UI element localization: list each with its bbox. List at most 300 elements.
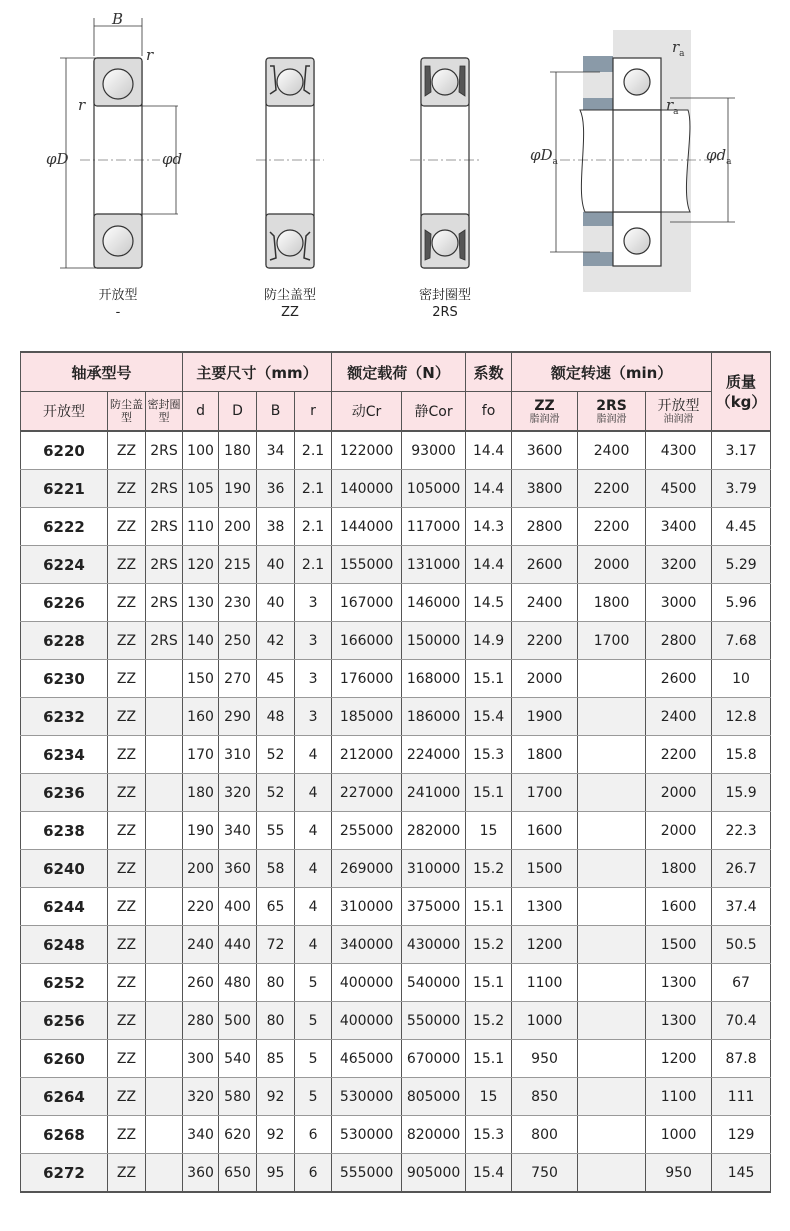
cell-model: 6260 <box>21 1040 108 1078</box>
cell-model: 6232 <box>21 698 108 736</box>
cell-d: 360 <box>183 1154 219 1193</box>
cell-r: 3 <box>295 584 332 622</box>
header-open-speed-text: 开放型 <box>657 397 700 414</box>
cell-D: 215 <box>219 546 257 584</box>
cell-cr: 555000 <box>332 1154 402 1193</box>
cell-fo: 15.1 <box>466 1040 512 1078</box>
cell-weight: 50.5 <box>712 926 771 964</box>
cell-weight: 67 <box>712 964 771 1002</box>
cell-speed-open: 1300 <box>646 964 712 1002</box>
cell-r: 6 <box>295 1154 332 1193</box>
cell-dust: ZZ <box>108 622 146 660</box>
cell-D: 200 <box>219 508 257 546</box>
cell-d: 110 <box>183 508 219 546</box>
cell-speed-zz: 1000 <box>512 1002 578 1040</box>
cell-cr: 310000 <box>332 888 402 926</box>
cell-speed-open: 1200 <box>646 1040 712 1078</box>
cell-model: 6226 <box>21 584 108 622</box>
cell-speed-zz: 1200 <box>512 926 578 964</box>
cell-seal <box>146 1040 183 1078</box>
cell-dust: ZZ <box>108 698 146 736</box>
cell-cr: 255000 <box>332 812 402 850</box>
cell-r: 3 <box>295 622 332 660</box>
cell-cr: 122000 <box>332 431 402 470</box>
cell-B: 85 <box>257 1040 295 1078</box>
cell-speed-zz: 850 <box>512 1078 578 1116</box>
cell-B: 52 <box>257 736 295 774</box>
cell-r: 4 <box>295 926 332 964</box>
cell-weight: 26.7 <box>712 850 771 888</box>
dim-b-label: B <box>112 10 124 28</box>
zz-bearing-drawing <box>256 58 324 268</box>
cell-fo: 14.5 <box>466 584 512 622</box>
cell-dust: ZZ <box>108 470 146 508</box>
table-row <box>21 698 771 736</box>
cell-speed-open: 3200 <box>646 546 712 584</box>
cell-speed-rs <box>578 698 646 736</box>
header-open-speed-sub: 油润滑 <box>663 413 694 425</box>
cell-cr: 340000 <box>332 926 402 964</box>
dim-phi-da-text: φd <box>706 146 727 164</box>
cell-r: 2.1 <box>295 431 332 470</box>
cell-B: 80 <box>257 964 295 1002</box>
cell-dust: ZZ <box>108 1078 146 1116</box>
cell-seal <box>146 1078 183 1116</box>
open-type-label: 开放型 <box>98 288 138 303</box>
cell-r: 4 <box>295 850 332 888</box>
cell-cr: 227000 <box>332 774 402 812</box>
cell-weight: 3.17 <box>712 431 771 470</box>
cell-cor: 805000 <box>402 1078 466 1116</box>
cell-cor: 905000 <box>402 1154 466 1193</box>
cell-d: 120 <box>183 546 219 584</box>
cell-fo: 14.9 <box>466 622 512 660</box>
cell-cor: 540000 <box>402 964 466 1002</box>
cell-cor: 430000 <box>402 926 466 964</box>
cell-B: 36 <box>257 470 295 508</box>
cell-weight: 111 <box>712 1078 771 1116</box>
header-dims: 主要尺寸（mm） <box>183 352 332 392</box>
cell-seal: 2RS <box>146 546 183 584</box>
dim-phi-Da-sub: a <box>552 157 558 167</box>
cell-dust: ZZ <box>108 964 146 1002</box>
cell-seal: 2RS <box>146 584 183 622</box>
header-dust <box>108 392 146 432</box>
header-cor: 静Cor <box>402 392 466 432</box>
table-row <box>21 470 771 508</box>
dim-ra-top-text: r <box>672 38 680 56</box>
cell-D: 290 <box>219 698 257 736</box>
dim-phi-D-label: φD <box>46 150 69 168</box>
cell-speed-rs: 2200 <box>578 470 646 508</box>
cell-weight: 3.79 <box>712 470 771 508</box>
cell-B: 45 <box>257 660 295 698</box>
cell-d: 260 <box>183 964 219 1002</box>
cell-dust: ZZ <box>108 508 146 546</box>
cell-D: 580 <box>219 1078 257 1116</box>
cell-cr: 155000 <box>332 546 402 584</box>
dim-phi-Da-text: φD <box>530 146 553 164</box>
cell-model: 6268 <box>21 1116 108 1154</box>
cell-B: 48 <box>257 698 295 736</box>
cell-seal <box>146 850 183 888</box>
cell-speed-zz: 2600 <box>512 546 578 584</box>
cell-dust: ZZ <box>108 1002 146 1040</box>
header-seal-text: 密封圈型 <box>147 398 181 424</box>
cell-D: 310 <box>219 736 257 774</box>
cell-weight: 12.8 <box>712 698 771 736</box>
cell-cor: 550000 <box>402 1002 466 1040</box>
cell-weight: 4.45 <box>712 508 771 546</box>
cell-fo: 15.4 <box>466 698 512 736</box>
cell-fo: 15.3 <box>466 736 512 774</box>
cell-fo: 15.2 <box>466 850 512 888</box>
cell-D: 230 <box>219 584 257 622</box>
cell-dust: ZZ <box>108 774 146 812</box>
cell-speed-rs <box>578 888 646 926</box>
cell-cr: 400000 <box>332 964 402 1002</box>
cell-dust: ZZ <box>108 736 146 774</box>
cell-D: 500 <box>219 1002 257 1040</box>
cell-dust: ZZ <box>108 888 146 926</box>
cell-seal: 2RS <box>146 470 183 508</box>
cell-D: 190 <box>219 470 257 508</box>
cell-speed-open: 1600 <box>646 888 712 926</box>
cell-model: 6240 <box>21 850 108 888</box>
cell-cr: 144000 <box>332 508 402 546</box>
cell-d: 160 <box>183 698 219 736</box>
cell-D: 250 <box>219 622 257 660</box>
cell-speed-zz: 1600 <box>512 812 578 850</box>
cell-cr: 212000 <box>332 736 402 774</box>
cell-weight: 145 <box>712 1154 771 1193</box>
cell-cr: 530000 <box>332 1078 402 1116</box>
cell-B: 80 <box>257 1002 295 1040</box>
cell-fo: 15.1 <box>466 964 512 1002</box>
cell-model: 6244 <box>21 888 108 926</box>
cell-model: 6221 <box>21 470 108 508</box>
cell-seal <box>146 1154 183 1193</box>
cell-fo: 15.1 <box>466 660 512 698</box>
cell-weight: 87.8 <box>712 1040 771 1078</box>
cell-speed-rs: 2000 <box>578 546 646 584</box>
table-row <box>21 1116 771 1154</box>
cell-dust: ZZ <box>108 584 146 622</box>
cell-model: 6234 <box>21 736 108 774</box>
cell-D: 270 <box>219 660 257 698</box>
cell-D: 320 <box>219 774 257 812</box>
cell-speed-open: 4500 <box>646 470 712 508</box>
cell-dust: ZZ <box>108 1040 146 1078</box>
cell-speed-zz: 2800 <box>512 508 578 546</box>
cell-weight: 70.4 <box>712 1002 771 1040</box>
header-load: 额定载荷（N） <box>332 352 466 392</box>
cell-cor: 670000 <box>402 1040 466 1078</box>
header-d: d <box>183 392 219 432</box>
cell-speed-open: 2000 <box>646 774 712 812</box>
cell-seal <box>146 736 183 774</box>
cell-cor: 150000 <box>402 622 466 660</box>
cell-B: 95 <box>257 1154 295 1193</box>
cell-cor: 310000 <box>402 850 466 888</box>
table-row <box>21 774 771 812</box>
cell-model: 6248 <box>21 926 108 964</box>
cell-model: 6224 <box>21 546 108 584</box>
cell-fo: 15.2 <box>466 926 512 964</box>
cell-cr: 400000 <box>332 1002 402 1040</box>
cell-seal <box>146 1002 183 1040</box>
cell-B: 40 <box>257 546 295 584</box>
cell-r: 6 <box>295 1116 332 1154</box>
header-rs-speed-text: 2RS <box>596 397 627 414</box>
cell-B: 42 <box>257 622 295 660</box>
cell-weight: 15.9 <box>712 774 771 812</box>
table-row <box>21 1154 771 1193</box>
open-bearing-drawing <box>60 18 178 268</box>
cell-cor: 93000 <box>402 431 466 470</box>
dim-r-outer-label: r <box>146 46 154 64</box>
dim-r-inner-label: r <box>78 96 86 114</box>
cell-speed-rs: 1700 <box>578 622 646 660</box>
cell-dust: ZZ <box>108 850 146 888</box>
cell-d: 130 <box>183 584 219 622</box>
cell-B: 55 <box>257 812 295 850</box>
cell-weight: 5.29 <box>712 546 771 584</box>
cell-speed-rs: 2400 <box>578 431 646 470</box>
cell-speed-zz: 1100 <box>512 964 578 1002</box>
cell-cor: 105000 <box>402 470 466 508</box>
header-zz-speed <box>512 392 578 432</box>
cell-dust: ZZ <box>108 1116 146 1154</box>
cell-B: 40 <box>257 584 295 622</box>
cell-speed-open: 1800 <box>646 850 712 888</box>
cell-dust: ZZ <box>108 926 146 964</box>
cell-speed-open: 950 <box>646 1154 712 1193</box>
cell-cor: 117000 <box>402 508 466 546</box>
cell-cor: 224000 <box>402 736 466 774</box>
table-row <box>21 584 771 622</box>
dim-phi-da-label <box>706 146 731 167</box>
header-weight: 质量（kg） <box>712 352 771 431</box>
cell-seal <box>146 698 183 736</box>
dim-ra-top-label <box>672 38 685 59</box>
cell-model: 6230 <box>21 660 108 698</box>
cell-speed-open: 2200 <box>646 736 712 774</box>
open-type-code: - <box>115 305 121 320</box>
cell-r: 5 <box>295 964 332 1002</box>
cell-speed-zz: 3600 <box>512 431 578 470</box>
cell-fo: 14.3 <box>466 508 512 546</box>
cell-cr: 465000 <box>332 1040 402 1078</box>
header-cr: 动Cr <box>332 392 402 432</box>
table-row <box>21 1078 771 1116</box>
cell-speed-rs <box>578 774 646 812</box>
cell-r: 2.1 <box>295 546 332 584</box>
cell-d: 140 <box>183 622 219 660</box>
cell-seal <box>146 812 183 850</box>
cell-speed-rs <box>578 736 646 774</box>
cell-d: 190 <box>183 812 219 850</box>
cell-D: 480 <box>219 964 257 1002</box>
table-body <box>21 431 771 1192</box>
cell-r: 4 <box>295 736 332 774</box>
cell-d: 280 <box>183 1002 219 1040</box>
cell-seal <box>146 774 183 812</box>
table-row <box>21 736 771 774</box>
cell-fo: 14.4 <box>466 431 512 470</box>
dim-ra-top-sub: a <box>679 49 685 59</box>
cell-fo: 15.3 <box>466 1116 512 1154</box>
cell-seal: 2RS <box>146 431 183 470</box>
cell-r: 5 <box>295 1002 332 1040</box>
rs-type-label: 密封圈型 <box>418 288 471 303</box>
cell-B: 58 <box>257 850 295 888</box>
table-row <box>21 508 771 546</box>
cell-fo: 15.1 <box>466 888 512 926</box>
cell-D: 540 <box>219 1040 257 1078</box>
cell-model: 6272 <box>21 1154 108 1193</box>
header-fo: fo <box>466 392 512 432</box>
cell-speed-rs <box>578 1040 646 1078</box>
header-zz-speed-sub: 脂润滑 <box>529 413 560 425</box>
cell-r: 4 <box>295 888 332 926</box>
cell-r: 2.1 <box>295 470 332 508</box>
cell-speed-open: 1000 <box>646 1116 712 1154</box>
cell-B: 52 <box>257 774 295 812</box>
cell-r: 4 <box>295 812 332 850</box>
cell-speed-rs <box>578 926 646 964</box>
cell-B: 72 <box>257 926 295 964</box>
header-seal <box>146 392 183 432</box>
cell-speed-rs <box>578 660 646 698</box>
header-open: 开放型 <box>21 392 108 432</box>
table-row <box>21 812 771 850</box>
cell-cor: 241000 <box>402 774 466 812</box>
cell-speed-rs <box>578 812 646 850</box>
cell-weight: 15.8 <box>712 736 771 774</box>
dim-phi-da-sub: a <box>726 157 732 167</box>
cell-r: 3 <box>295 660 332 698</box>
cell-weight: 22.3 <box>712 812 771 850</box>
header-zz-speed-text: ZZ <box>534 397 555 414</box>
header-r: r <box>295 392 332 432</box>
table-row <box>21 888 771 926</box>
cell-speed-zz: 800 <box>512 1116 578 1154</box>
cell-cor: 282000 <box>402 812 466 850</box>
cell-r: 3 <box>295 698 332 736</box>
cell-B: 92 <box>257 1078 295 1116</box>
rs-bearing-drawing <box>410 58 480 268</box>
cell-model: 6264 <box>21 1078 108 1116</box>
cell-speed-rs: 1800 <box>578 584 646 622</box>
table-row <box>21 964 771 1002</box>
cell-d: 150 <box>183 660 219 698</box>
cell-model: 6222 <box>21 508 108 546</box>
cell-d: 105 <box>183 470 219 508</box>
header-model: 轴承型号 <box>21 352 183 392</box>
cell-fo: 15 <box>466 812 512 850</box>
dim-phi-Da-label <box>530 146 558 167</box>
cell-d: 320 <box>183 1078 219 1116</box>
cell-r: 4 <box>295 774 332 812</box>
cell-cor: 146000 <box>402 584 466 622</box>
cell-speed-zz: 750 <box>512 1154 578 1193</box>
cell-d: 180 <box>183 774 219 812</box>
cell-dust: ZZ <box>108 1154 146 1193</box>
cell-cr: 530000 <box>332 1116 402 1154</box>
cell-d: 340 <box>183 1116 219 1154</box>
cell-speed-open: 1300 <box>646 1002 712 1040</box>
cell-dust: ZZ <box>108 431 146 470</box>
cell-weight: 5.96 <box>712 584 771 622</box>
cell-fo: 15.2 <box>466 1002 512 1040</box>
cell-D: 360 <box>219 850 257 888</box>
header-open-speed <box>646 392 712 432</box>
cell-cr: 185000 <box>332 698 402 736</box>
bearing-spec-table <box>20 351 771 1193</box>
cell-speed-rs <box>578 964 646 1002</box>
table-row <box>21 926 771 964</box>
cell-D: 650 <box>219 1154 257 1193</box>
cell-d: 100 <box>183 431 219 470</box>
cell-fo: 15.1 <box>466 774 512 812</box>
dim-ra-bottom-text: r <box>666 96 674 114</box>
cell-cr: 269000 <box>332 850 402 888</box>
header-rs-speed <box>578 392 646 432</box>
cell-seal <box>146 660 183 698</box>
cell-speed-rs <box>578 1002 646 1040</box>
cell-speed-zz: 1900 <box>512 698 578 736</box>
cell-D: 400 <box>219 888 257 926</box>
cell-cor: 131000 <box>402 546 466 584</box>
cell-cor: 820000 <box>402 1116 466 1154</box>
header-D: D <box>219 392 257 432</box>
bearing-diagrams <box>0 0 790 340</box>
cell-r: 5 <box>295 1078 332 1116</box>
header-coef: 系数 <box>466 352 512 392</box>
cell-speed-open: 4300 <box>646 431 712 470</box>
cell-weight: 129 <box>712 1116 771 1154</box>
cell-speed-open: 2800 <box>646 622 712 660</box>
cell-dust: ZZ <box>108 660 146 698</box>
cell-model: 6252 <box>21 964 108 1002</box>
cell-speed-zz: 1300 <box>512 888 578 926</box>
cell-speed-open: 3400 <box>646 508 712 546</box>
cell-seal <box>146 964 183 1002</box>
cell-model: 6220 <box>21 431 108 470</box>
cell-D: 620 <box>219 1116 257 1154</box>
cell-cr: 167000 <box>332 584 402 622</box>
cell-d: 170 <box>183 736 219 774</box>
cell-D: 340 <box>219 812 257 850</box>
table-row <box>21 1002 771 1040</box>
cell-speed-open: 2400 <box>646 698 712 736</box>
cell-D: 440 <box>219 926 257 964</box>
cell-fo: 14.4 <box>466 470 512 508</box>
cell-speed-zz: 1500 <box>512 850 578 888</box>
cell-speed-zz: 950 <box>512 1040 578 1078</box>
cell-speed-zz: 2400 <box>512 584 578 622</box>
dim-phi-d-label: φd <box>162 150 183 168</box>
cell-speed-rs <box>578 1116 646 1154</box>
cell-speed-zz: 3800 <box>512 470 578 508</box>
cell-d: 300 <box>183 1040 219 1078</box>
cell-speed-zz: 1800 <box>512 736 578 774</box>
cell-speed-open: 2000 <box>646 812 712 850</box>
cell-dust: ZZ <box>108 812 146 850</box>
rs-type-code: 2RS <box>432 305 458 320</box>
table-row <box>21 431 771 470</box>
